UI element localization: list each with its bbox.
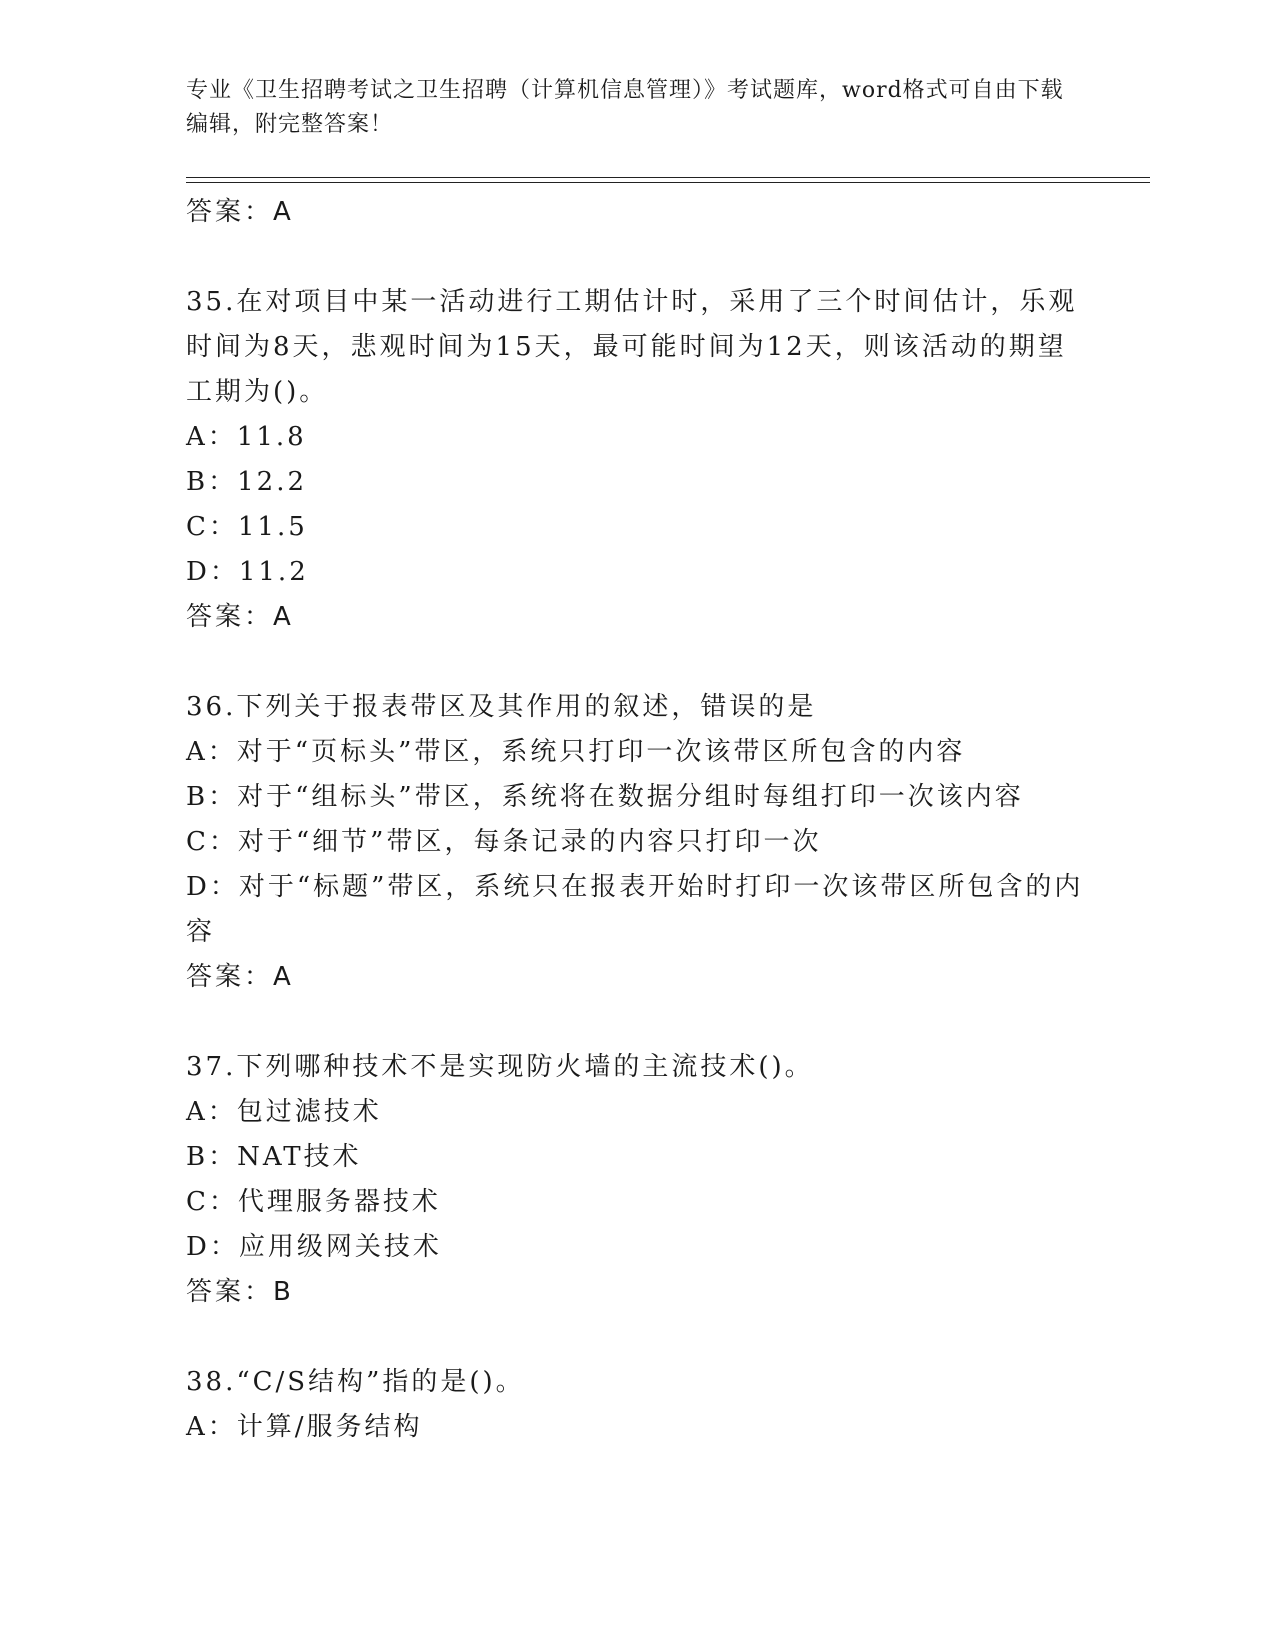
question-text: 37.下列哪种技术不是实现防火墙的主流技术()。 — [186, 1052, 814, 1082]
spacer — [186, 235, 1086, 280]
option-d: D：应用级网关技术 — [186, 1232, 442, 1262]
option-c: C：11.5 — [186, 512, 308, 542]
option-a: A：包过滤技术 — [186, 1097, 382, 1127]
answer-line: 答案：B — [186, 1277, 294, 1307]
option-a: A：对于“页标头”带区，系统只打印一次该带区所包含的内容 — [186, 737, 966, 767]
option-d: D：对于“标题”带区，系统只在报表开始时打印一次该带区所包含的内容 — [186, 872, 1084, 947]
question-item — [186, 280, 1086, 640]
question-item — [186, 1045, 1086, 1315]
header-divider — [186, 177, 1150, 178]
answer-line: 答案：A — [186, 602, 294, 632]
option-c: C：对于“细节”带区，每条记录的内容只打印一次 — [186, 827, 822, 857]
option-a: A：11.8 — [186, 422, 307, 452]
answer-line: 答案：A — [186, 197, 294, 227]
question-list — [186, 190, 1086, 1450]
spacer — [186, 1000, 1086, 1045]
question-text: 35.在对项目中某一活动进行工期估计时，采用了三个时间估计，乐观时间为8天，悲观时间为15天，最可能时间为12天，则该活动的期望工期为()。 — [186, 287, 1078, 407]
option-a: A：计算/服务结构 — [186, 1412, 423, 1442]
spacer — [186, 640, 1086, 685]
option-d: D：11.2 — [186, 557, 309, 587]
option-b: B：NAT技术 — [186, 1142, 362, 1172]
header-divider-second — [186, 182, 1150, 183]
option-b: B：12.2 — [186, 467, 307, 497]
option-b: B：对于“组标头”带区，系统将在数据分组时每组打印一次该内容 — [186, 782, 1024, 812]
question-text: 36.下列关于报表带区及其作用的叙述，错误的是 — [186, 692, 817, 722]
question-item — [186, 685, 1086, 1000]
document-header: 专业《卫生招聘考试之卫生招聘（计算机信息管理）》考试题库，word格式可自由下载编辑，附完整答案！ — [186, 78, 1064, 137]
option-c: C：代理服务器技术 — [186, 1187, 441, 1217]
answer-line: 答案：A — [186, 962, 294, 992]
spacer — [186, 1315, 1086, 1360]
question-item — [186, 1360, 1086, 1450]
question-text: 38.“C/S结构”指的是()。 — [186, 1367, 525, 1397]
